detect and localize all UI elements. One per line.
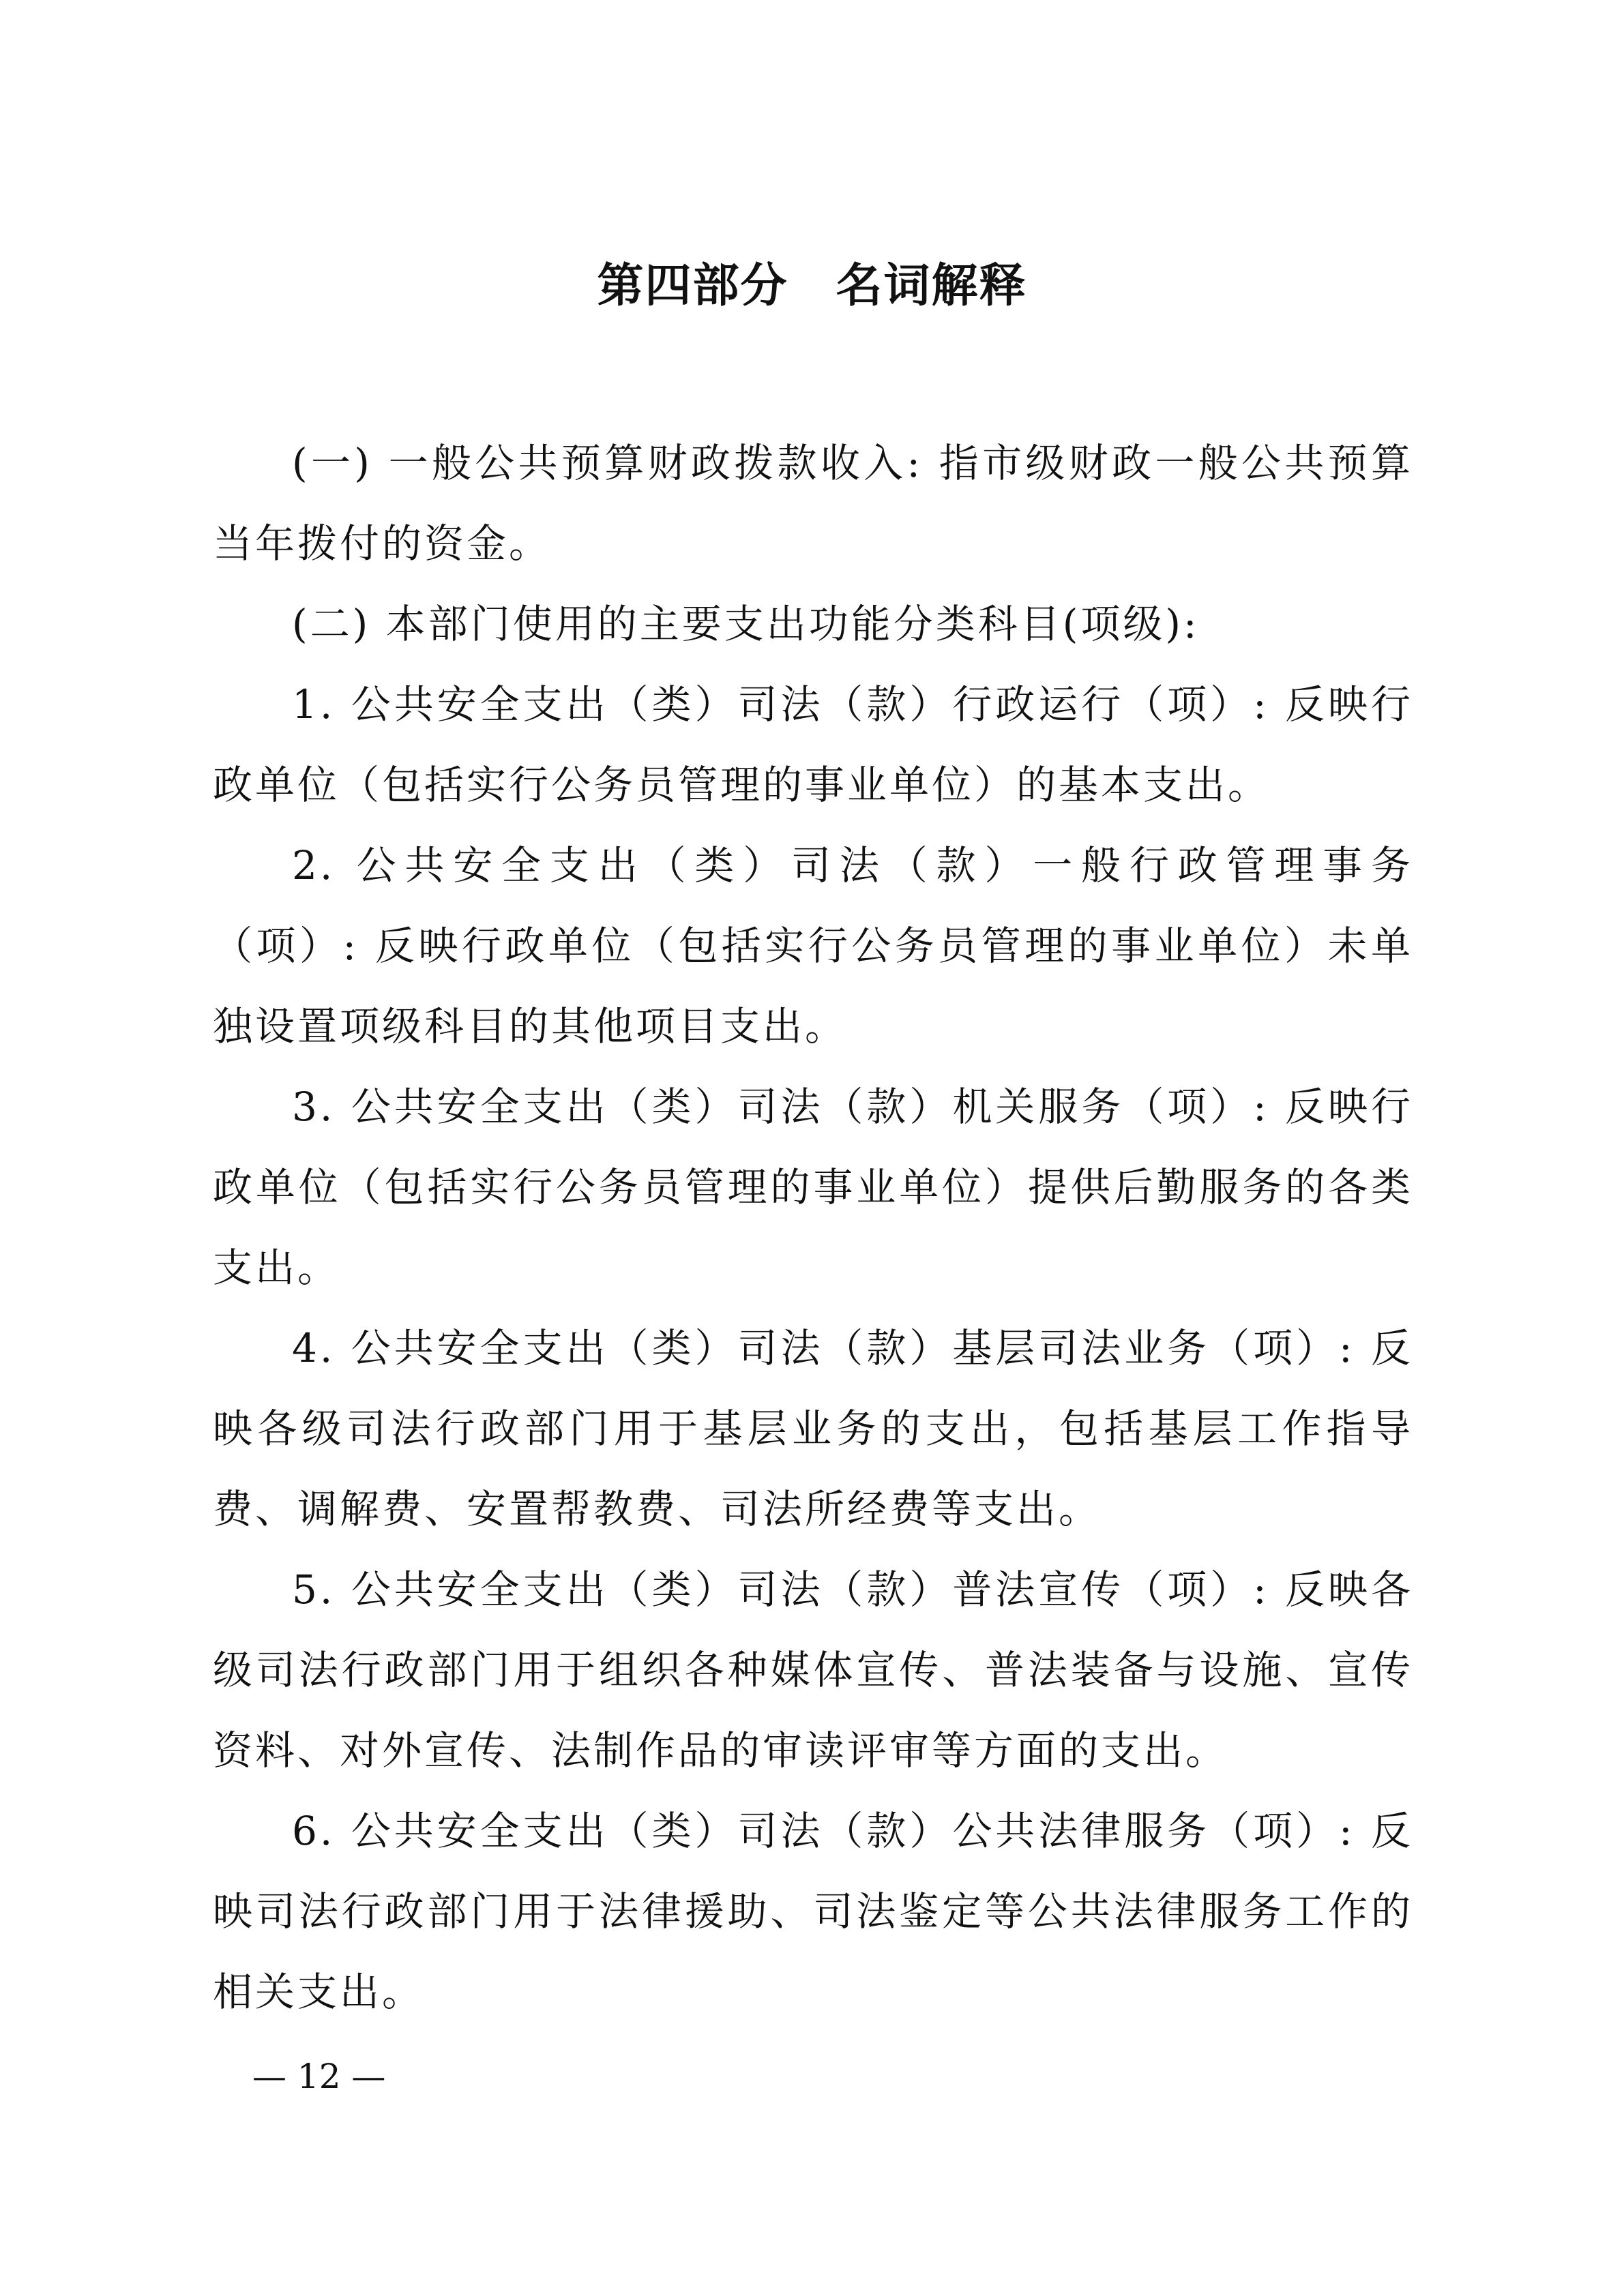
paragraph-item-4-grassroots-judicial-business: 4. 公共安全支出（类）司法（款）基层司法业务（项）: 反映各级司法行政部门用于基层业务的支出，包括基层工作指导费、调解费、安置帮教费、司法所经费等支出。 xyxy=(213,1325,1413,1532)
page-number: — 12 — xyxy=(252,2057,386,2096)
paragraph-item-3-agency-services: 3. 公共安全支出（类）司法（款）机关服务（项）: 反映行政单位（包括实行公务员管理的事业单位）提供后勤服务的各类支出。 xyxy=(213,1084,1413,1291)
paragraph-item-6-public-legal-services: 6. 公共安全支出（类）司法（款）公共法律服务（项）: 反映司法行政部门用于法律援助、司法鉴定等公共法律服务工作的相关支出。 xyxy=(213,1808,1413,2015)
paragraph-item-1-administrative-operation: 1. 公共安全支出（类）司法（款）行政运行（项）: 反映行政单位（包括实行公务员管理的事业单位）的基本支出。 xyxy=(213,681,1413,808)
paragraph-item-5-legal-publicity: 5. 公共安全支出（类）司法（款）普法宣传（项）: 反映各级司法行政部门用于组织各种媒体宣传、普法装备与设施、宣传资料、对外宣传、法制作品的审读评审等方面的支出。 xyxy=(213,1566,1413,1774)
paragraph-item-2-general-administrative-affairs: 2. 公共安全支出（类）司法（款）一般行政管理事务（项）: 反映行政单位（包括实行公务员管理的事业单位）未单独设置项级科目的其他项目支出。 xyxy=(213,842,1413,1049)
body-text xyxy=(213,423,1413,2032)
paragraph-function-classification: (二) 本部门使用的主要支出功能分类科目(项级): xyxy=(292,601,1200,647)
page-title: 第四部分 名词解释 xyxy=(597,259,1027,313)
paragraph-general-budget-income: (一) 一般公共预算财政拨款收入: 指市级财政一般公共预算当年拨付的资金。 xyxy=(213,440,1413,567)
